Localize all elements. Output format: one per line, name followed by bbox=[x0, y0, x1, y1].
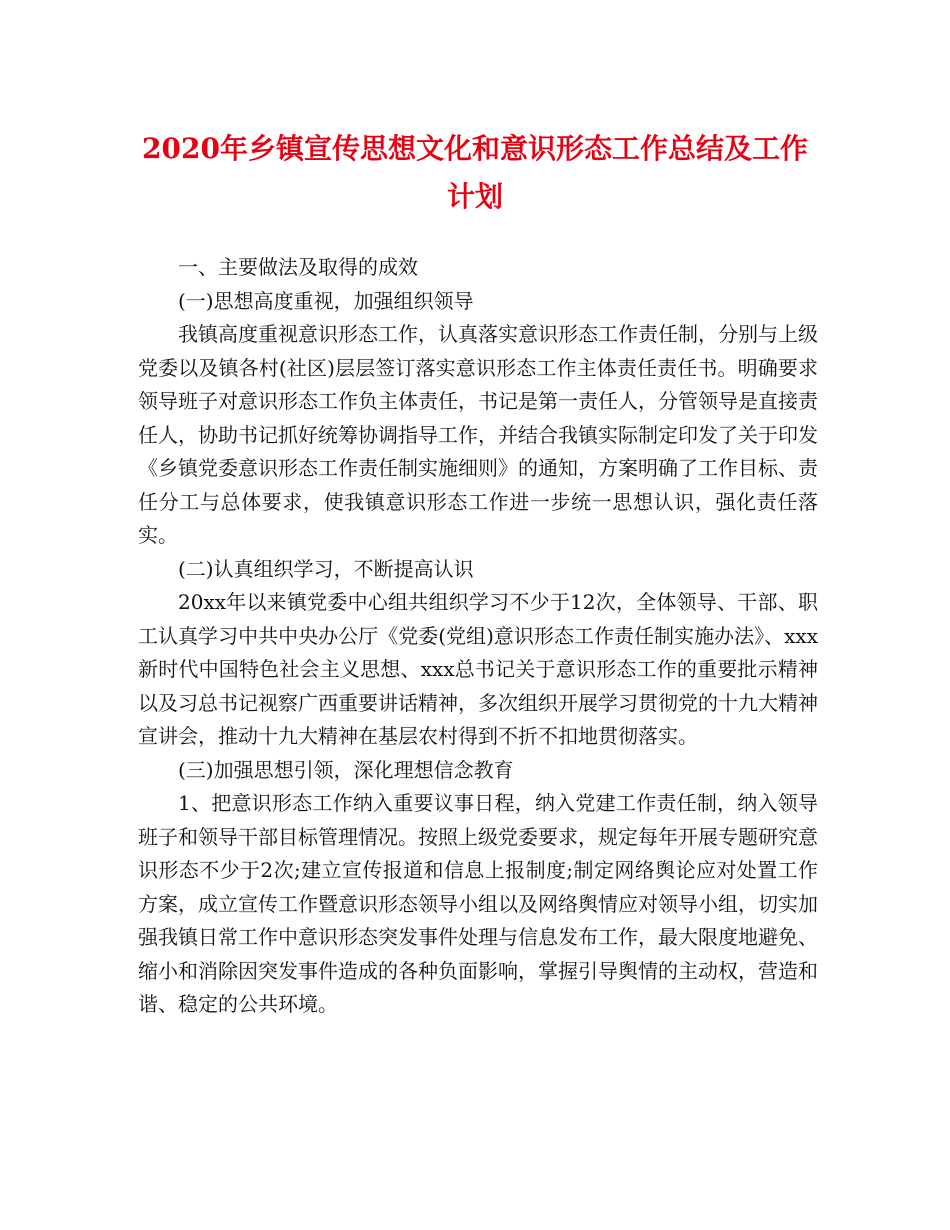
section-heading-main-practices: 一、主要做法及取得的成效 bbox=[178, 255, 418, 279]
body-paragraph: 20xx年以来镇党委中心组共组织学习不少于12次，全体领导、干部、职工认真学习中共中央办公厅《党委(党组)意识形态工作责任制实施办法》、xxx新时代中国特色社会主义思想、xxx总书记关于意识形态工作的重要批示精神以及习总书记视察广西重要讲话精神，多次组织开展学习贯彻党的十九大精神宣讲会，推动十九大精神在基层农村得到不折不扣地贯彻落实。 bbox=[138, 590, 818, 748]
subsection-heading-1: (一)思想高度重视，加强组织领导 bbox=[178, 288, 474, 313]
document-title-line-1: 2020年乡镇宣传思想文化和意识形态工作总结及工作 bbox=[142, 132, 808, 165]
subsection-heading-2: (二)认真组织学习，不断提高认识 bbox=[178, 556, 474, 581]
subsection-heading-3: (三)加强思想引领，深化理想信念教育 bbox=[178, 757, 514, 782]
body-paragraph: 1、把意识形态工作纳入重要议事日程，纳入党建工作责任制，纳入领导班子和领导干部目标管理情况。按照上级党委要求，规定每年开展专题研究意识形态不少于2次;建立宣传报道和信息上报制度;制定网络舆论应对处置工作方案，成立宣传工作暨意识形态领导小组以及网络舆情应对领导小组，切实加强我镇日常工作中意识形态突发事件处理与信息发布工作，最大限度地避免、缩小和消除因突发事件造成的各种负面影响，掌握引导舆情的主动权，营造和谐、稳定的公共环境。 bbox=[138, 791, 818, 1016]
document-title-line-2: 计划 bbox=[446, 180, 503, 213]
document-body bbox=[138, 251, 818, 1022]
body-paragraph: 我镇高度重视意识形态工作，认真落实意识形态工作责任制，分别与上级党委以及镇各村(社区)层层签订落实意识形态工作主体责任责任书。明确要求领导班子对意识形态工作负主体责任，书记是第一责任人，分管领导是直接责任人，协助书记抓好统筹协调指导工作，并结合我镇实际制定印发了关于印发《乡镇党委意识形态工作责任制实施细则》的通知，方案明确了工作目标、责任分工与总体要求，使我镇意识形态工作进一步统一思想认识，强化责任落实。 bbox=[138, 322, 818, 547]
